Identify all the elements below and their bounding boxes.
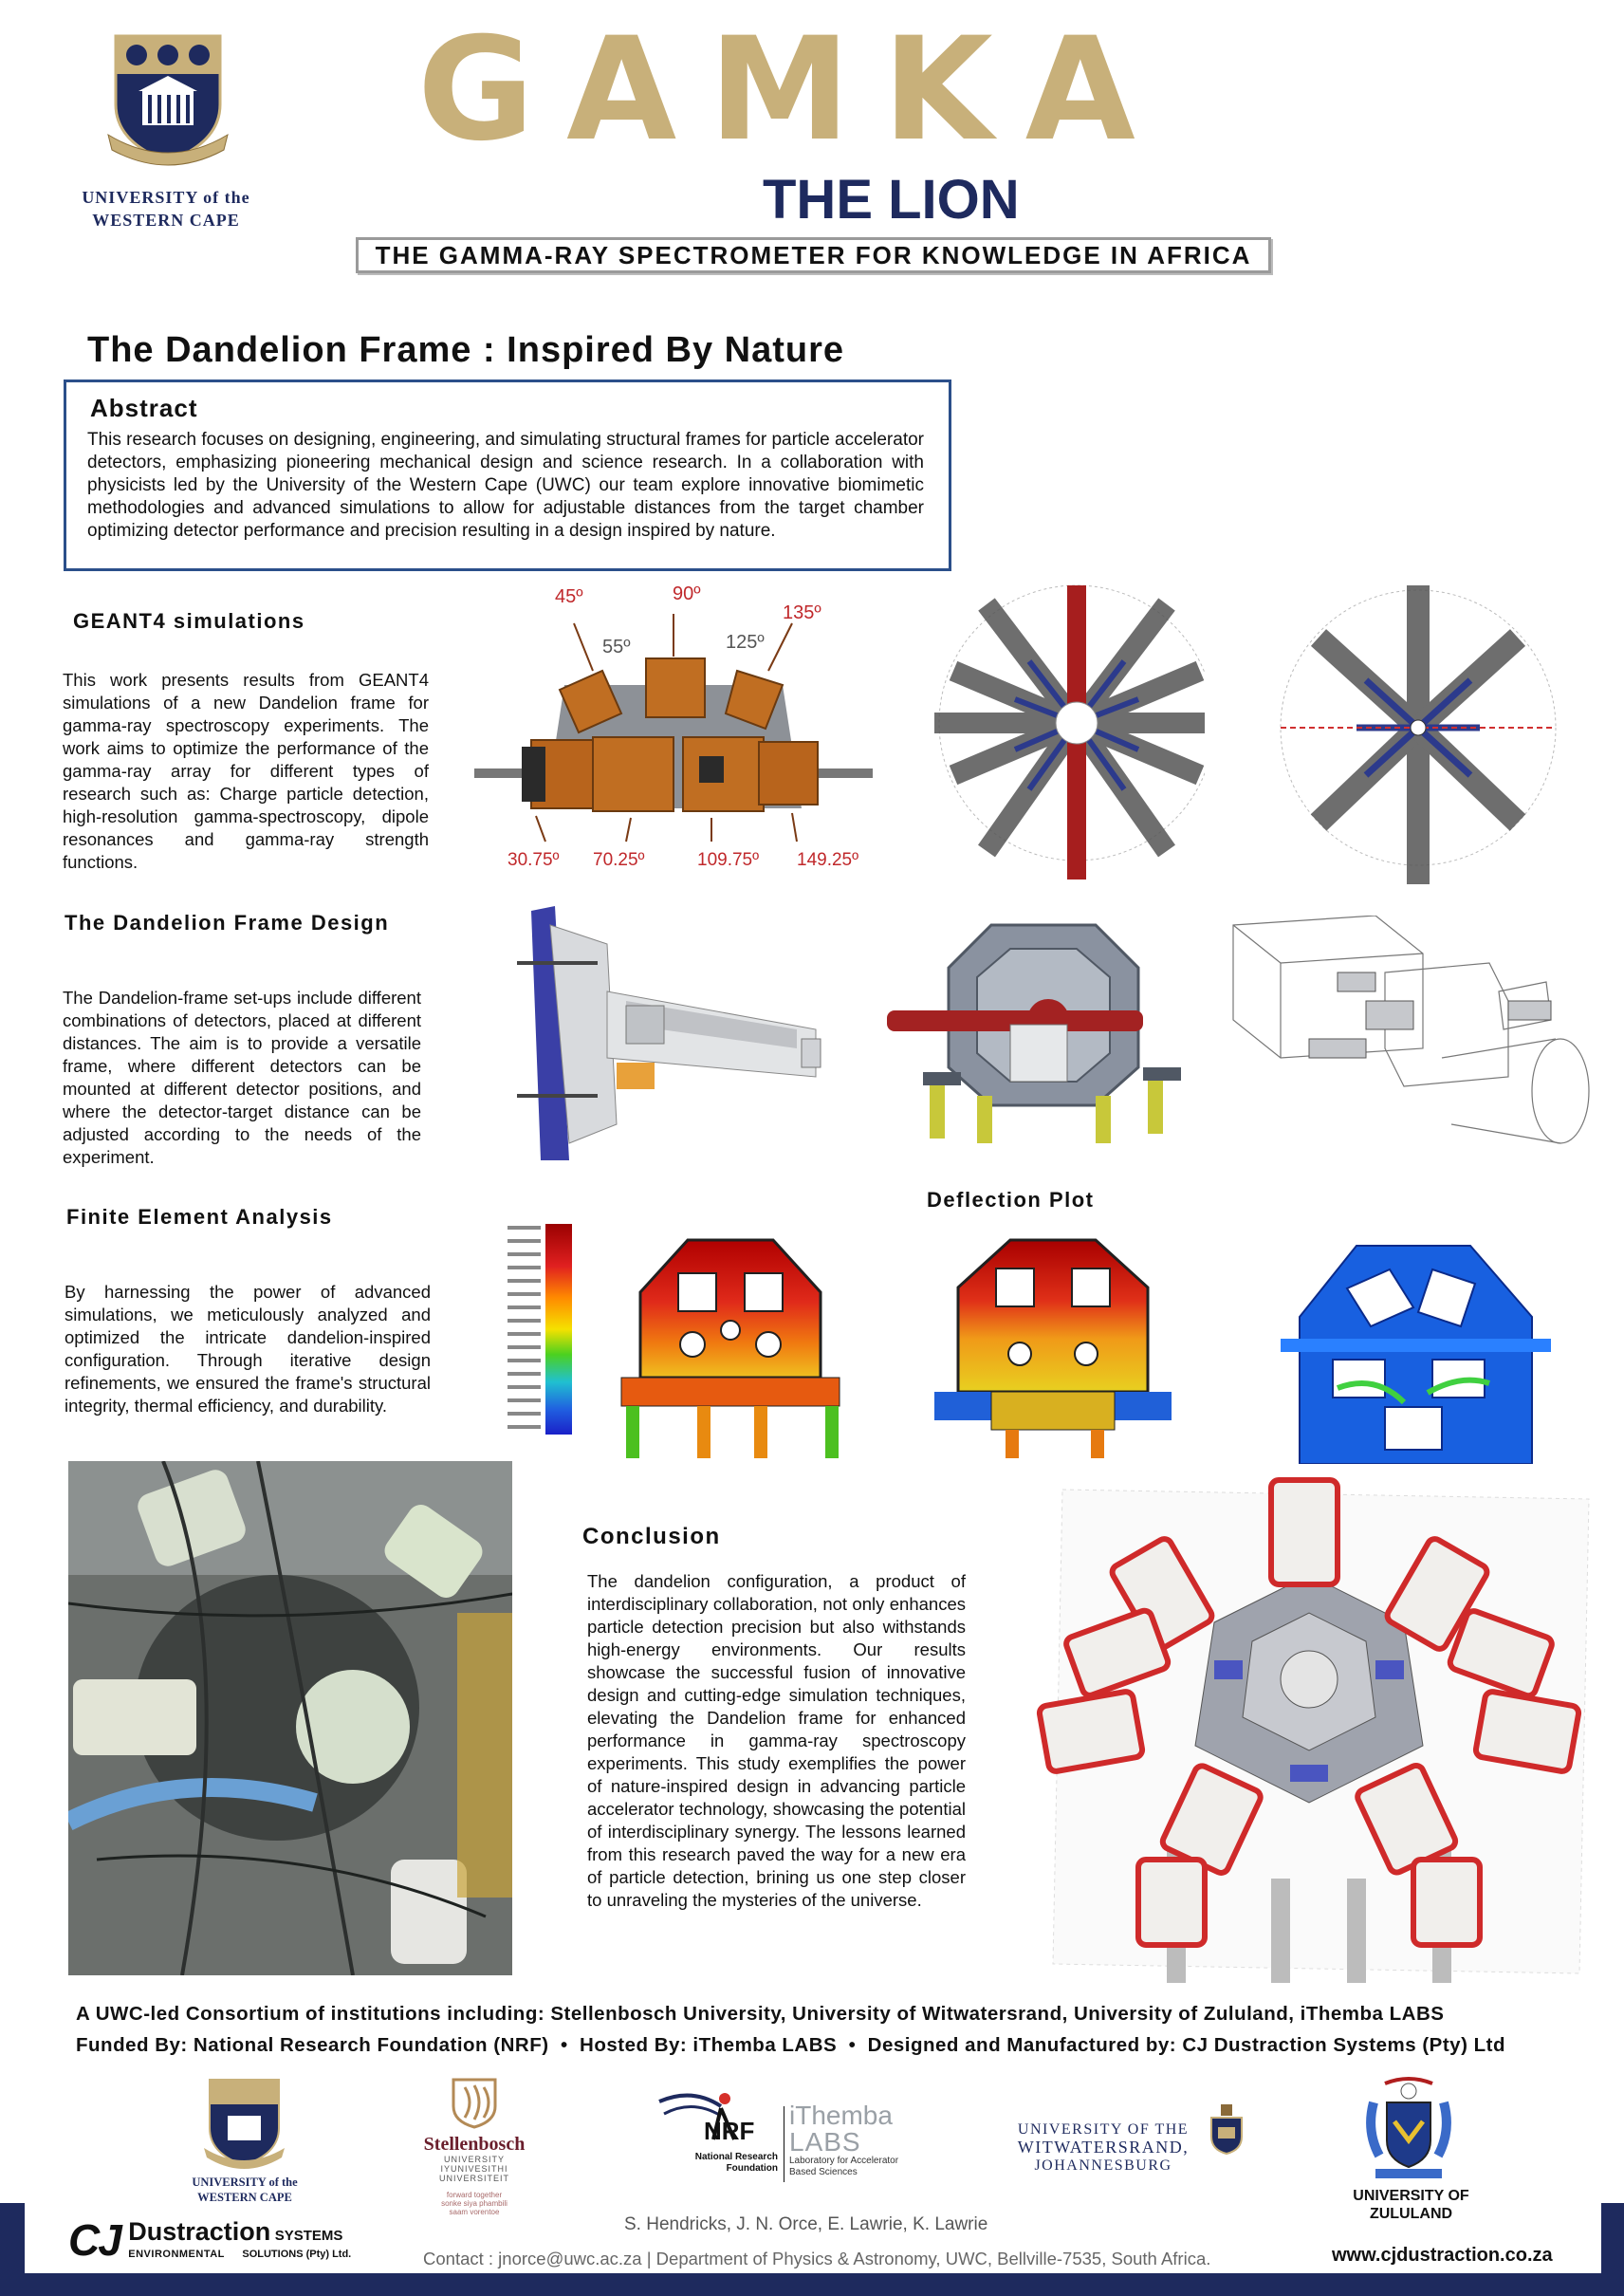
- angle-label-45: 45º: [555, 586, 583, 607]
- geant4-heading: GEANT4 simulations: [73, 609, 305, 633]
- angle-label-125: 125º: [726, 632, 765, 653]
- geant4-radial-simulation-2: [1276, 581, 1560, 889]
- nrf-acronym: NRF: [704, 2117, 755, 2145]
- cj-systems: SYSTEMS: [274, 2228, 343, 2244]
- cj-dustraction-logo: [68, 2215, 352, 2265]
- zululand-crest: [1366, 2074, 1451, 2186]
- stellenbosch-wordmark: [403, 2134, 545, 2216]
- zululand-line2: ZULULAND: [1369, 2206, 1453, 2222]
- angle-label-90: 90º: [673, 583, 701, 604]
- cj-name: Dustraction: [128, 2217, 271, 2246]
- contact-line: Contact : jnorce@uwc.ac.za | Department of Physics & Astronomy, UWC, Bellville-7535, South Africa.: [423, 2249, 1211, 2268]
- ithemba-wordmark: [789, 2102, 898, 2178]
- uwc-wordmark-line2: WESTERN CAPE: [92, 211, 240, 230]
- uwc-crest-logo: [106, 28, 230, 171]
- dandelion-array-render: [1024, 1461, 1594, 1992]
- angle-label-30-75: 30.75º: [508, 850, 560, 870]
- ithemba-desc2: Based Sciences: [789, 2167, 858, 2177]
- uwc-small-line2: WESTERN CAPE: [197, 2191, 292, 2204]
- angle-label-70-25: 70.25º: [593, 850, 645, 870]
- consortium-line: A UWC-led Consortium of institutions including: Stellenbosch University, University of Witwatersrand, University of Zululand, iThemba LABS: [76, 2003, 1445, 2025]
- brand-title: GAMKA: [417, 8, 1168, 173]
- zululand-wordmark: [1338, 2187, 1485, 2223]
- geant4-radial-simulation-1: [877, 581, 1205, 889]
- uwc-logo-small-text: [178, 2175, 311, 2205]
- design-heading: The Dandelion Frame Design: [65, 911, 390, 935]
- geant4-text: This work presents results from GEANT4 simulations of a new Dandelion frame for gamma-ray spectroscopy experiments. The work aims to optimize the performance of the gamma-ray array for different types of research such as: Charge particle detection, high-resolution gamma-spectroscopy, dipole resonances and gamma-ray strength functions.: [63, 670, 429, 872]
- wits-line1: UNIVERSITY OF THE: [1017, 2121, 1190, 2138]
- deflection-plot-3: [1281, 1231, 1551, 1464]
- stellenbosch-emblem: [446, 2074, 503, 2131]
- uwc-wordmark: [66, 186, 266, 231]
- abstract-box: [64, 380, 951, 571]
- angle-label-109-75: 109.75º: [697, 850, 760, 870]
- abstract-heading: Abstract: [90, 394, 198, 422]
- wits-line3: JOHANNESBURG: [1034, 2157, 1172, 2174]
- ithemba-name: iThemba: [789, 2101, 893, 2130]
- dandelion-frame-render: [877, 911, 1190, 1153]
- lab-setup-photo: [68, 1461, 512, 1975]
- deflection-color-legend: [503, 1216, 583, 1436]
- website-link[interactable]: www.cjdustraction.co.za: [1332, 2245, 1553, 2266]
- wireframe-assembly-render: [1224, 916, 1594, 1153]
- uwc-logo-small: [204, 2076, 285, 2171]
- wits-line2: WITWATERSRAND,: [1017, 2138, 1190, 2157]
- conclusion-heading: Conclusion: [582, 1524, 721, 1549]
- stellenbosch-line3: UNIVERSITEIT: [438, 2174, 509, 2183]
- stellenbosch-line2: IYUNIVESITHI: [440, 2164, 508, 2174]
- abstract-text: This research focuses on designing, engineering, and simulating structural frames for particle accelerator detectors, emphasizing pioneering mechanical design and science research. In a collaboration with physicists led by the University of the Western Cape (UWC) our team explore innovative biomimetic methodologies and advanced simulations to allow for adjustable distances from the target chamber optimizing detector performance and precision resulting in a design inspired by nature.: [87, 430, 924, 541]
- nrf-name-line2: Foundation: [726, 2163, 778, 2174]
- wits-wordmark: [1004, 2120, 1203, 2175]
- angle-label-135: 135º: [783, 602, 821, 623]
- fea-text: By harnessing the power of advanced simulations, we meticulously analyzed and optimized the intricate dandelion-inspired configuration. Through iterative design refinements, we ensured the frame's structural integrity, thermal efficiency, and durability.: [65, 1282, 431, 1416]
- stellenbosch-motto3: saam vorentoe: [449, 2208, 500, 2216]
- ithemba-desc1: Laboratory for Accelerator: [789, 2156, 899, 2166]
- cj-env: ENVIRONMENTAL: [128, 2249, 225, 2260]
- angle-label-55: 55º: [602, 637, 631, 657]
- stellenbosch-motto2: sonke siya phambili: [441, 2199, 508, 2208]
- footer-bar: [0, 2273, 1624, 2296]
- ithemba-labs: LABS: [789, 2127, 861, 2157]
- stellenbosch-motto1: forward together: [446, 2191, 503, 2199]
- zululand-line1: UNIVERSITY OF: [1353, 2188, 1469, 2204]
- cj-mark: CJ: [68, 2215, 120, 2265]
- page-title: The Dandelion Frame : Inspired By Nature: [87, 330, 845, 370]
- uwc-wordmark-line1: UNIVERSITY of the: [82, 188, 250, 207]
- tagline: THE GAMMA-RAY SPECTROMETER FOR KNOWLEDGE IN AFRICA: [375, 240, 1252, 269]
- mount-arm-render: [512, 906, 830, 1160]
- deflection-plot-title: Deflection Plot: [927, 1188, 1095, 1212]
- nrf-name-line1: National Research: [694, 2152, 778, 2162]
- funding-line: Funded By: National Research Foundation (NRF) • Hosted By: iThemba LABS • Designed and Manufactured by: CJ Dustraction Systems (Pty) Ltd: [76, 2034, 1505, 2056]
- brand-subtitle: THE LION: [763, 169, 1020, 231]
- uwc-small-line1: UNIVERSITY of the: [192, 2176, 298, 2189]
- design-text: The Dandelion-frame set-ups include different combinations of detectors, placed at different distances. The aim is to provide a versatile frame, where different detectors can be mounted at different detector positions, and where the detector-target distance can be adjusted according to the needs of the experiment.: [63, 988, 421, 1167]
- authors: S. Hendricks, J. N. Orce, E. Lawrie, K. Lawrie: [624, 2214, 988, 2234]
- stellenbosch-name: Stellenbosch: [423, 2134, 526, 2155]
- nrf-name: [664, 2152, 778, 2175]
- detector-angle-diagram: [470, 581, 877, 880]
- fea-heading: Finite Element Analysis: [66, 1205, 333, 1229]
- angle-label-149-25: 149.25º: [797, 850, 859, 870]
- cj-solutions: SOLUTIONS (Pty) Ltd.: [242, 2249, 352, 2260]
- stellenbosch-line1: UNIVERSITY: [443, 2155, 505, 2164]
- deflection-plot-1: [602, 1226, 858, 1463]
- conclusion-text: The dandelion configuration, a product of interdisciplinary collaboration, not only enhances particle detection precision but also withstands high-energy environments. Our results showcase the successful fusion of innovative design and cutting-edge simulation techniques, elevating the Dandelion frame for enhanced performance in gamma-ray spectroscopy experiments. This study exemplifies the power of nature-inspired design in advancing particle accelerator technology, showcasing the potential of interdisciplinary synergy. The lessons learned from this research paved the way for a new era of particle detection, brining us one step closer to unraveling the mysteries of the universe.: [587, 1571, 966, 1910]
- deflection-plot-2: [925, 1226, 1181, 1463]
- wits-crest: [1209, 2104, 1245, 2156]
- tagline-box: [356, 237, 1271, 273]
